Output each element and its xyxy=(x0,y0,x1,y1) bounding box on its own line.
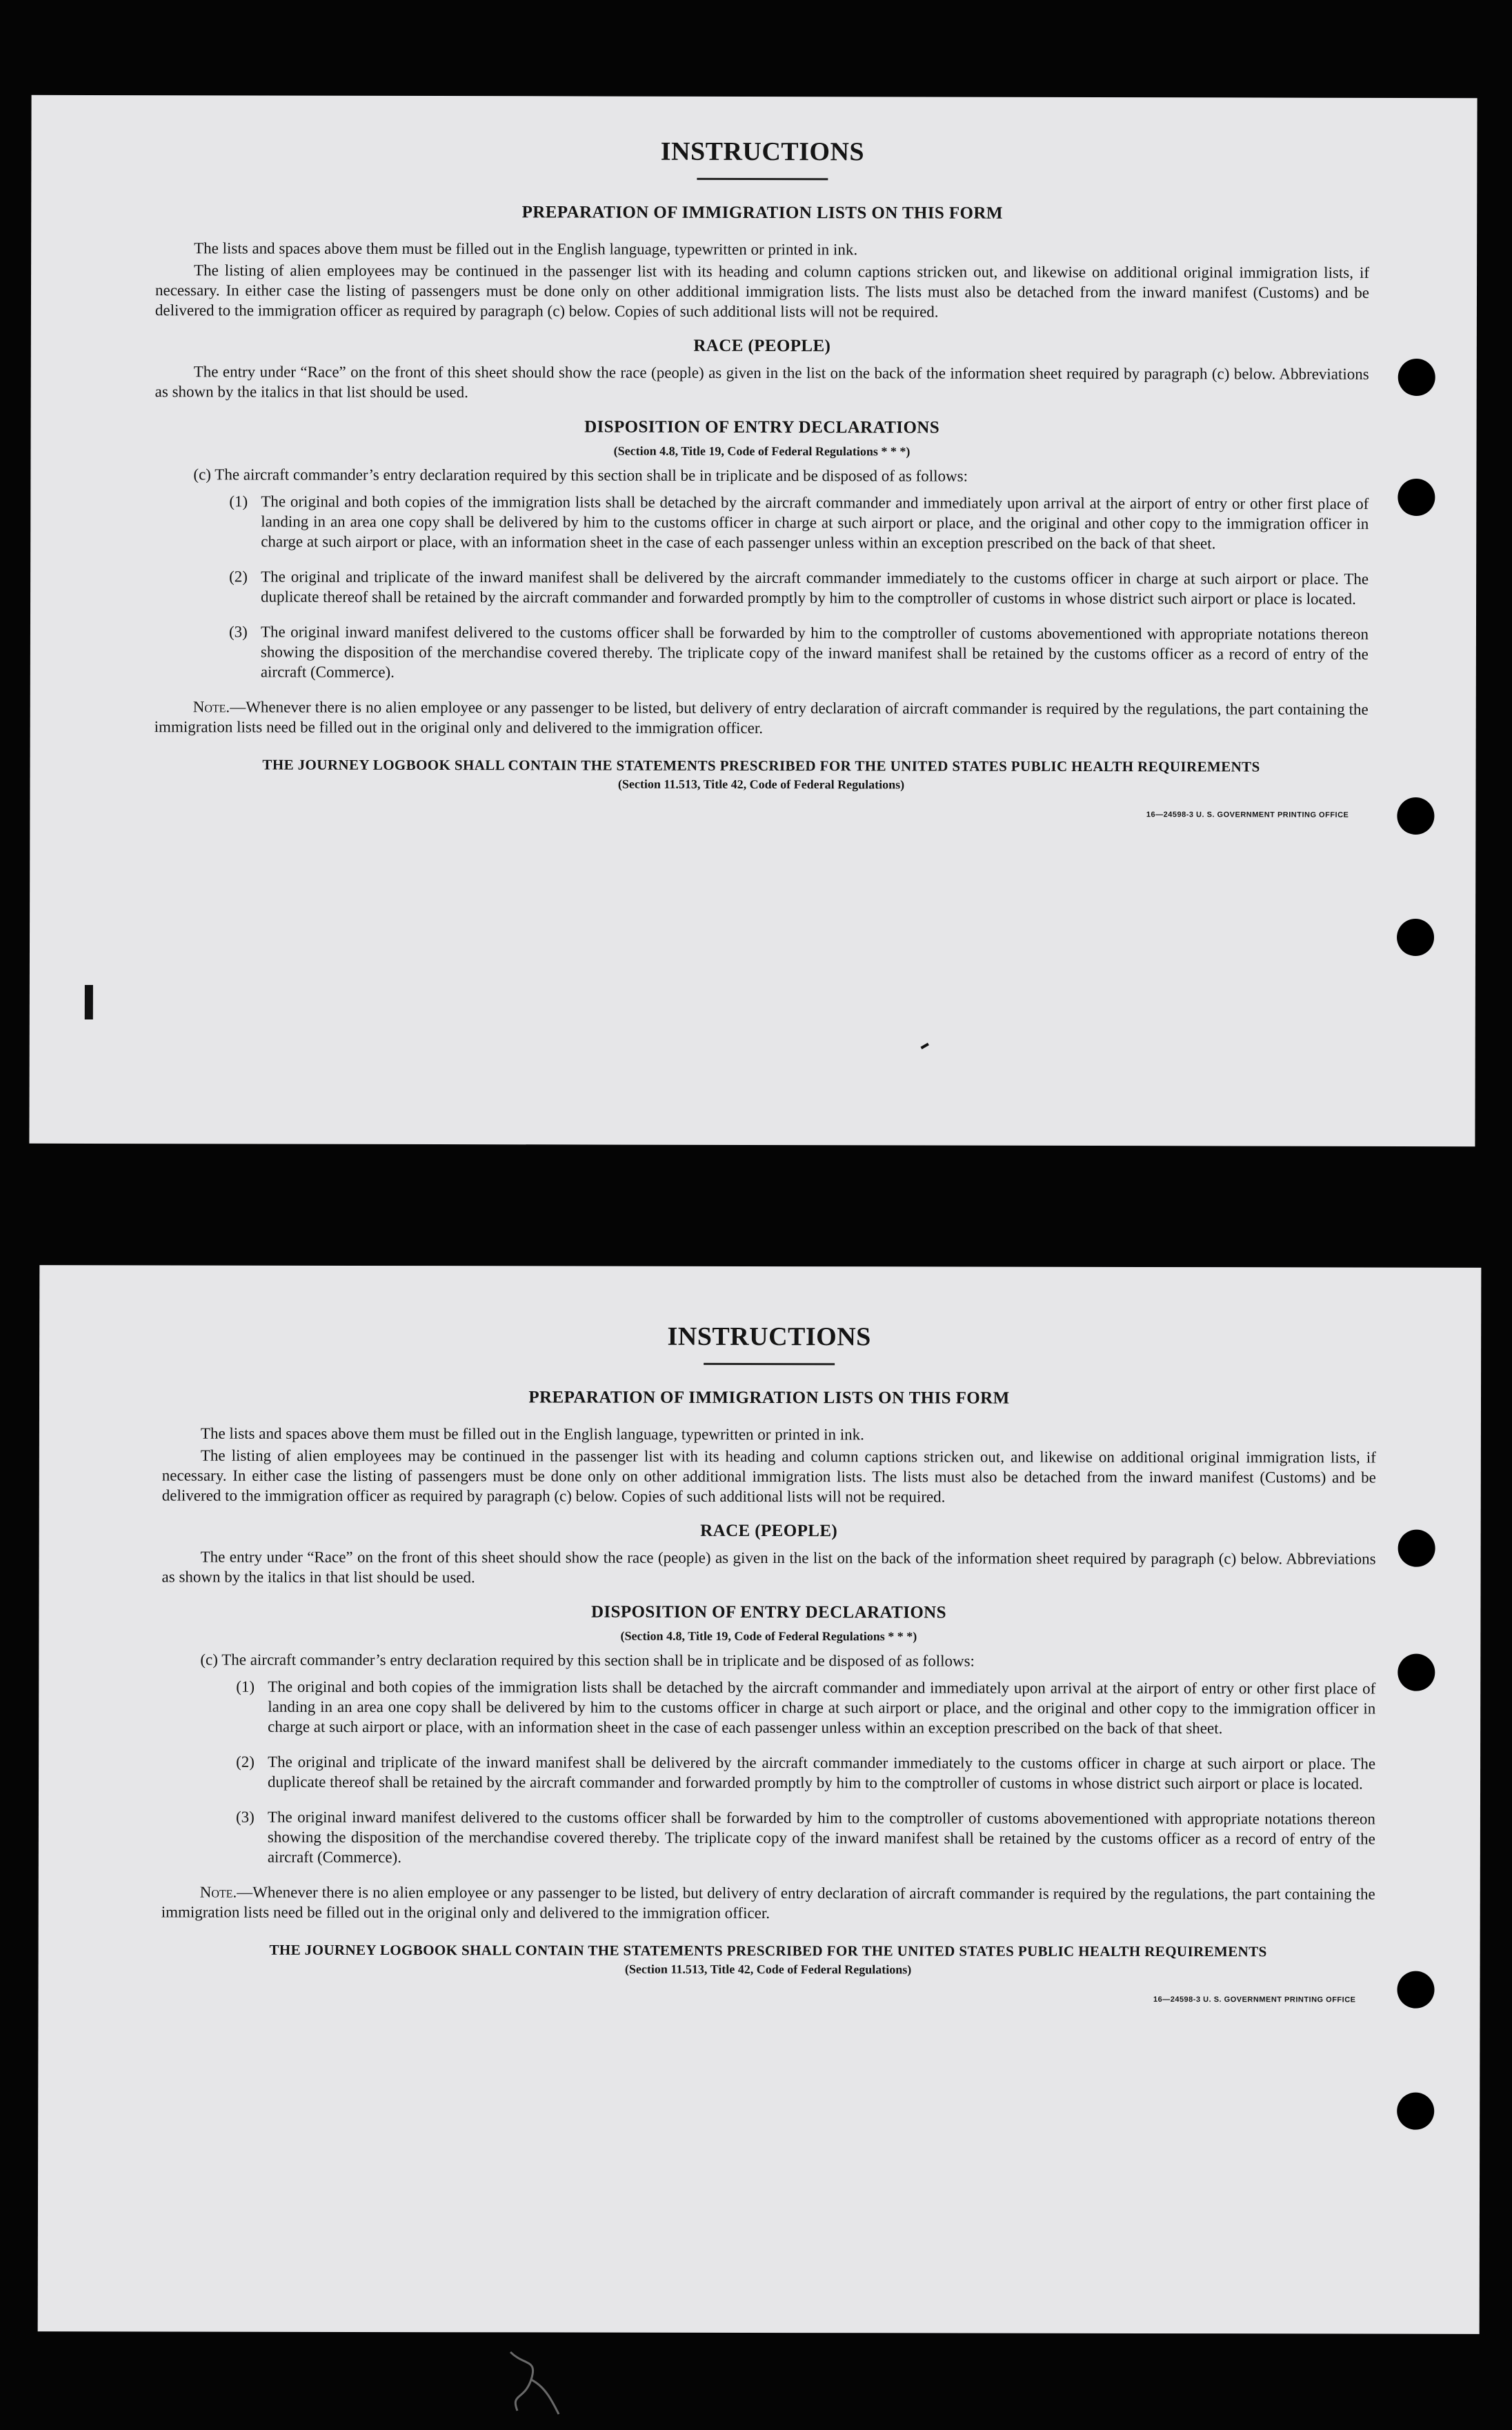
preparation-heading: PREPARATION OF IMMIGRATION LISTS ON THIS FORM xyxy=(521,202,1003,223)
ink-speck xyxy=(921,1043,929,1049)
disposition-heading: DISPOSITION OF ENTRY DECLARATIONS xyxy=(590,1602,946,1622)
note-paragraph xyxy=(161,1882,1375,1924)
note-label: Note. xyxy=(199,1883,237,1901)
handwritten-mark xyxy=(497,2345,573,2421)
sheet-content xyxy=(161,1320,1376,2004)
item-text: The original inward manifest delivered to the customs officer shall be forwarded by him to the comptroller of customs abovementioned with appropriate notations thereon showing the disposition of the merchandise covered thereby. The triplicate copy of the inward manifest shall be retained by the customs officer as a record of entry of the aircraft (Commerce). xyxy=(260,623,1369,681)
race-paragraph: The entry under “Race” on the front of this sheet should show the race (people) as given in the list on the back of the information sheet required by paragraph (c) below. Abbreviations as shown by the italics in that list should be used. xyxy=(155,362,1369,401)
list-item xyxy=(236,1806,1375,1869)
page-title: INSTRUCTIONS xyxy=(660,137,865,167)
item-number: (2) xyxy=(229,568,248,586)
note-paragraph xyxy=(155,697,1369,739)
preparation-paragraph-1: The lists and spaces above them must be filled out in the English language, typewritten or printed in ink. xyxy=(200,1424,864,1443)
item-number: (1) xyxy=(236,1677,255,1695)
punch-hole xyxy=(1398,1530,1435,1567)
punch-hole xyxy=(1397,919,1434,956)
preparation-paragraph-2: The listing of alien employees may be continued in the passenger list with its heading and column captions stricken out, and likewise on additional original immigration lists, if necessary. In either case the listing of passengers must be done only on other additional immigration lists. The lists must also be detached from the inward manifest (Customs) and be delivered to the immigration officer as required by paragraph (c) below. Copies of such additional lists will not be required. xyxy=(161,1446,1376,1506)
list-item xyxy=(236,1676,1375,1738)
item-text: The original and both copies of the immigration lists shall be detached by the aircraft commander and immediately upon arrival at the airport of entry or other first place of landing in an area one copy shall be delivered by him to the customs officer in charge at such airport or place, and the original and other copy to the immigration officer in charge at such airport or place, with an information sheet in the case of each passenger unless within an exception prescribed on the back of that sheet. xyxy=(268,1677,1376,1737)
printer-imprint: 16—24598-3 U. S. GOVERNMENT PRINTING OFFICE xyxy=(1153,1995,1356,2004)
list-item xyxy=(229,491,1369,553)
punch-hole xyxy=(1398,359,1435,396)
health-requirements-heading: THE JOURNEY LOGBOOK SHALL CONTAIN THE STATEMENTS PRESCRIBED FOR THE UNITED STATES PUBLIC HEALTH REQUIREMENTS xyxy=(269,1941,1267,1960)
ink-speck xyxy=(85,985,93,1019)
printer-imprint: 16—24598-3 U. S. GOVERNMENT PRINTING OFFICE xyxy=(1146,810,1349,819)
item-number: (1) xyxy=(229,492,248,510)
note-label: Note. xyxy=(192,697,230,716)
instruction-sheet-1 xyxy=(29,95,1477,1146)
page-title: INSTRUCTIONS xyxy=(667,1322,871,1352)
race-paragraph: The entry under “Race” on the front of this sheet should show the race (people) as given in the list on the back of the information sheet required by paragraph (c) below. Abbreviations as shown by the italics in that list should be used. xyxy=(161,1548,1376,1586)
punch-hole xyxy=(1397,797,1434,835)
health-requirements-citation: (Section 11.513, Title 42, Code of Federal Regulations) xyxy=(624,1962,912,1976)
list-item xyxy=(229,566,1369,608)
punch-hole xyxy=(1397,479,1435,516)
race-heading: RACE (PEOPLE) xyxy=(693,336,831,355)
title-underline xyxy=(697,177,828,179)
race-heading: RACE (PEOPLE) xyxy=(700,1521,838,1540)
disposition-lead: (c) The aircraft commander’s entry declaration required by this section shall be in triplicate and be disposed of as follows: xyxy=(193,465,968,485)
list-item xyxy=(236,1751,1375,1793)
disposition-lead: (c) The aircraft commander’s entry declaration required by this section shall be in triplicate and be disposed of as follows: xyxy=(200,1651,975,1670)
disposition-heading: DISPOSITION OF ENTRY DECLARATIONS xyxy=(584,417,940,437)
note-text: —Whenever there is no alien employee or any passenger to be listed, but delivery of entry declaration of aircraft commander is required by the regulations, the part containing the immigration lists need be filled out in the original only and delivered to the immigration officer. xyxy=(154,698,1369,737)
health-requirements-heading: THE JOURNEY LOGBOOK SHALL CONTAIN THE STATEMENTS PRESCRIBED FOR THE UNITED STATES PUBLIC HEALTH REQUIREMENTS xyxy=(262,756,1260,775)
item-text: The original and triplicate of the inward manifest shall be delivered by the aircraft commander immediately to the customs officer in charge at such airport or place. The duplicate thereof shall be retained by the aircraft commander and forwarded promptly by him to the comptroller of customs in whose district such airport or place is located. xyxy=(261,568,1369,608)
instruction-sheet-2 xyxy=(38,1265,1482,2334)
item-number: (3) xyxy=(228,623,248,641)
preparation-paragraph-2: The listing of alien employees may be continued in the passenger list with its heading and column captions stricken out, and likewise on additional original immigration lists, if necessary. In either case the listing of passengers must be done only on other additional immigration lists. The lists must also be detached from the inward manifest (Customs) and be delivered to the immigration officer as required by paragraph (c) below. Copies of such additional lists will not be required. xyxy=(155,261,1370,321)
item-text: The original and both copies of the immigration lists shall be detached by the aircraft commander and immediately upon arrival at the airport of entry or other first place of landing in an area one copy shall be delivered by him to the customs officer in charge at such airport or place, and the original and other copy to the immigration officer in charge at such airport or place, with an information sheet in the case of each passenger unless within an exception prescribed on the back of that sheet. xyxy=(261,492,1369,552)
item-text: The original and triplicate of the inward manifest shall be delivered by the aircraft commander immediately to the customs officer in charge at such airport or place. The duplicate thereof shall be retained by the aircraft commander and forwarded promptly by him to the comptroller of customs in whose district such airport or place is located. xyxy=(268,1753,1376,1793)
disposition-citation: (Section 4.8, Title 19, Code of Federal Regulations * * *) xyxy=(620,1629,917,1643)
health-requirements-citation: (Section 11.513, Title 42, Code of Federal Regulations) xyxy=(617,777,905,792)
preparation-heading: PREPARATION OF IMMIGRATION LISTS ON THIS FORM xyxy=(528,1388,1010,1408)
punch-hole xyxy=(1397,2093,1434,2130)
item-number: (3) xyxy=(235,1808,255,1826)
title-underline xyxy=(704,1362,835,1364)
note-text: —Whenever there is no alien employee or any passenger to be listed, but delivery of entry declaration of aircraft commander is required by the regulations, the part containing the immigration lists need be filled out in the original only and delivered to the immigration officer. xyxy=(161,1883,1375,1922)
item-number: (2) xyxy=(236,1753,255,1771)
punch-hole xyxy=(1397,1654,1435,1691)
preparation-paragraph-1: The lists and spaces above them must be filled out in the English language, typewritten or printed in ink. xyxy=(194,239,858,258)
list-item xyxy=(229,621,1369,684)
sheet-content xyxy=(154,135,1369,819)
item-text: The original inward manifest delivered to the customs officer shall be forwarded by him to the comptroller of customs abovementioned with appropriate notations thereon showing the disposition of the merchandise covered thereby. The triplicate copy of the inward manifest shall be retained by the customs officer as a record of entry of the aircraft (Commerce). xyxy=(267,1808,1375,1866)
punch-hole xyxy=(1397,1971,1434,2009)
disposition-citation: (Section 4.8, Title 19, Code of Federal Regulations * * *) xyxy=(613,444,911,459)
